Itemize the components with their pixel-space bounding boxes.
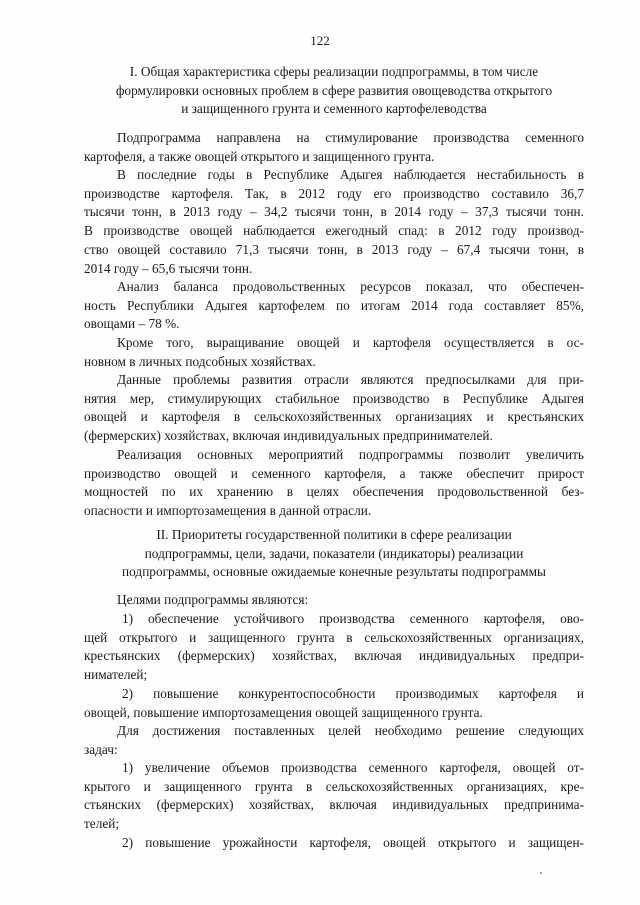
text-line: картофеля, а также овощей открытого и защищенного грунта. <box>84 148 435 164</box>
paragraph <box>84 166 584 278</box>
text-line: Анализ баланса продовольственных ресурсов показал, что обеспечен- <box>117 279 584 294</box>
text-line: В последние годы в Республике Адыгея наблюдается нестабильность в <box>117 167 584 182</box>
paragraph <box>84 591 584 610</box>
goal-item <box>84 685 584 722</box>
section-2-heading <box>74 526 594 582</box>
text-line: овощей и картофеля в сельскохозяйственных организациях и крестьянских <box>84 409 584 425</box>
paragraph <box>84 371 584 446</box>
page-number: 122 <box>310 33 330 48</box>
section-1-heading <box>74 63 594 119</box>
text-line: Реализация основных мероприятий подпрограммы позволит увеличить <box>117 447 584 462</box>
text-line: тысячи тонн, в 2013 году – 34,2 тысячи тонн, в 2014 году – 37,3 тысячи тонн. <box>84 204 584 220</box>
text-line: щей открытого и защищенного грунта в сельскохозяйственных организациях, <box>84 629 584 645</box>
heading-line: подпрограммы, цели, задачи, показатели (индикаторы) реализации <box>144 545 524 561</box>
text-line: 1) обеспечение устойчивого производства семенного картофеля, ово- <box>122 611 584 626</box>
scan-speck <box>540 872 542 874</box>
text-line: Данные проблемы развития отрасли являются предпосылками для при- <box>117 372 584 387</box>
paragraph <box>84 722 584 759</box>
paragraph <box>84 278 584 334</box>
text-line: новном в личных подсобных хозяйствах. <box>84 353 316 369</box>
heading-line: I. Общая характеристика сферы реализации подпрограммы, в том числе <box>129 64 539 79</box>
text-line: телей; <box>84 816 120 832</box>
paragraph <box>84 446 584 521</box>
text-line: Кроме того, выращивание овощей и картофеля осуществляется в ос- <box>117 335 584 350</box>
heading-line: и защищенного грунта и семенного картофелеводства <box>181 101 487 116</box>
heading-line: II. Приоритеты государственной политики в сфере реализации <box>156 527 512 542</box>
text-line: мощностей по их хранению в целях обеспечения продовольственной без- <box>84 484 584 500</box>
text-line: Подпрограмма направлена на стимулирование производства семенного <box>117 130 584 145</box>
paragraph <box>84 129 584 166</box>
text-line: нятия мер, стимулирующих стабильное производство в Республике Адыгея <box>84 390 584 406</box>
text-line: ность Республики Адыгея картофелем по итогам 2014 года составляет 85%, <box>84 297 584 313</box>
text-line: 2014 году – 65,6 тысячи тонн. <box>84 260 253 276</box>
task-item <box>84 759 584 834</box>
heading-line: формулировки основных проблем в сфере развития овощеводства открытого <box>115 82 553 98</box>
task-item <box>84 834 584 853</box>
text-line: 1) увеличение объемов производства семенного картофеля, овощей от- <box>122 760 584 775</box>
text-line: опасности и импортозамещения в данной отрасли. <box>84 503 372 519</box>
text-line: овощей, повышение импортозамещения овощей защищенного грунта. <box>84 704 483 720</box>
goal-item <box>84 610 584 685</box>
text-line: 2) повышение урожайности картофеля, овощей открытого и защищен- <box>122 835 584 850</box>
text-line: задач: <box>84 741 118 757</box>
text-line: крестьянских (фермерских) хозяйствах, включая индивидуальных предпри- <box>84 648 584 664</box>
paragraph <box>84 334 584 371</box>
text-line: производство овощей и семенного картофеля, а также обеспечит прирост <box>84 465 584 481</box>
text-line: Для достижения поставленных целей необходимо решение следующих <box>117 723 584 738</box>
text-line: стьянских (фермерских) хозяйствах, включая индивидуальных предпринима- <box>84 797 584 813</box>
text-line: В производстве овощей наблюдается ежегодный спад: в 2012 году производ- <box>84 223 584 239</box>
text-line: овощами – 78 %. <box>84 316 180 332</box>
text-line: Целями подпрограммы являются: <box>117 592 309 607</box>
text-line: 2) повышение конкурентоспособности производимых картофеля и <box>122 686 584 701</box>
text-line: ство овощей составило 71,3 тысячи тонн, в 2013 году – 67,4 тысячи тонн, в <box>84 241 584 257</box>
text-line: нимателей; <box>84 667 148 683</box>
text-line: производстве картофеля. Так, в 2012 году его производство составило 36,7 <box>84 185 584 201</box>
text-line: (фермерских) хозяйствах, включая индивидуальных предпринимателей. <box>84 428 493 444</box>
heading-line: подпрограммы, основные ожидаемые конечные результаты подпрограммы <box>122 564 546 579</box>
text-line: крытого и защищенного грунта в сельскохозяйственных организациях, кре- <box>84 778 584 794</box>
